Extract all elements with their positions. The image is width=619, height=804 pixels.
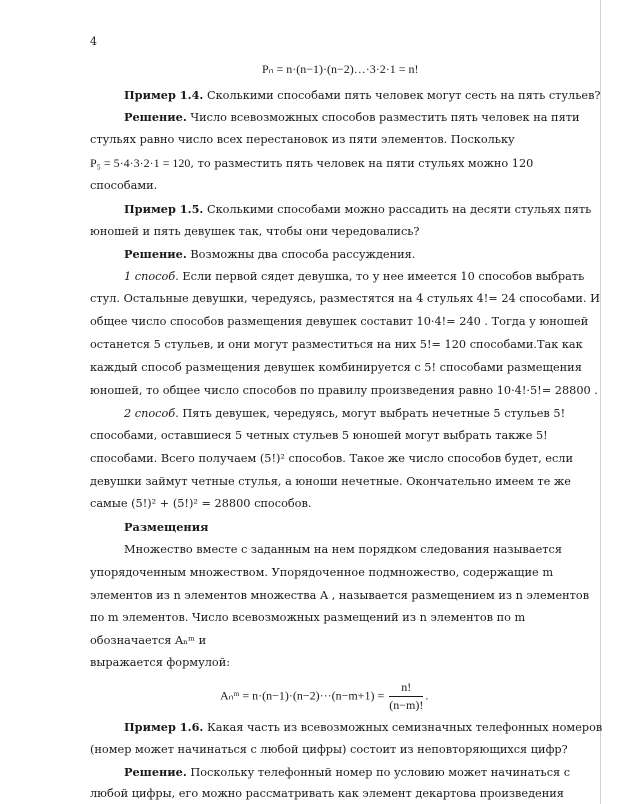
text-line: элементов из n элементов множества A , называется размещением из n элементов — [90, 589, 590, 602]
text-line: способами. Всего получаем (5!)² способов. Такое же число способов будет, если — [90, 452, 574, 465]
example-1-6-question — [124, 720, 602, 735]
text-line: останется 5 стульев, и они могут разместиться на них 5!= 120 способами.Так как — [90, 338, 583, 351]
solution-label: Решение. — [124, 110, 187, 124]
text-line: любой цифры, его можно рассматривать как элемент декартова произведения — [90, 787, 564, 800]
text-fragment: , то разместить пять человек на пяти стульях можно 120 — [190, 157, 534, 170]
example-title: Пример 1.4. — [124, 88, 204, 102]
solution-label: Решение. — [124, 247, 187, 261]
question-text: Сколькими способами можно рассадить на десяти стульях пять — [206, 203, 592, 216]
way-1-line — [124, 270, 584, 284]
solution-text: Возможны два способа рассуждения. — [190, 248, 416, 261]
solution-text: Число всевозможных способов разместить пять человек на пяти — [190, 111, 580, 124]
text-line: способами. — [90, 179, 158, 192]
text-line: способами, оставшиеся 5 четных стульев 5 юношей могут выбрать также 5! — [90, 429, 548, 442]
text-line: юношей, то общее число способов по правилу произведения равно 10·4!·5!= 28800 . — [90, 384, 598, 397]
way-label: 2 способ. — [124, 407, 179, 420]
example-title: Пример 1.6. — [124, 720, 204, 734]
example-title: Пример 1.5. — [124, 202, 204, 216]
question-text: Какая часть из всевозможных семизначных телефонных номеров — [206, 721, 603, 734]
example-1-4-solution-line — [124, 110, 580, 125]
formula-tail: . — [425, 688, 429, 703]
formula-permutations: Pₙ = n·(n−1)·(n−2)…·3·2·1 = n! — [262, 62, 419, 76]
section-heading-text: Размещения — [124, 520, 209, 534]
formula-fraction — [389, 680, 423, 713]
page-number: 4 — [90, 35, 97, 48]
inline-formula: P₅ = 5·4·3·2·1 = 120 — [90, 156, 191, 170]
text-line-with-formula — [90, 156, 533, 171]
example-1-5-solution-line — [124, 247, 415, 262]
example-1-4-question — [124, 88, 600, 103]
solution-text: Поскольку телефонный номер по условию может начинаться с — [190, 766, 571, 779]
text-line: стул. Остальные девушки, чередуясь, разместятся на 4 стульях 4!= 24 способами. И — [90, 292, 600, 305]
solution-label: Решение. — [124, 765, 187, 779]
example-1-6-solution-line — [124, 765, 570, 780]
text-line: самые (5!)² + (5!)² = 28800 способов. — [90, 497, 312, 510]
text-line: упорядоченным множеством. Упорядоченное подмножество, содержащие m — [90, 566, 554, 579]
way-2-line — [124, 407, 565, 421]
text-line: девушки займут четные стулья, а юноши нечетные. Окончательно имеем те же — [90, 475, 571, 488]
fraction-numerator: n! — [389, 680, 423, 697]
text-fragment: Пять девушек, чередуясь, могут выбрать нечетные 5 стульев 5! — [182, 407, 566, 420]
formula-lhs: Aₙᵐ = n·(n−1)·(n−2)···(n−m+1) = — [220, 688, 385, 703]
way-label: 1 способ. — [124, 270, 179, 283]
text-line: (номер может начинаться с любой цифры) состоит из неповторяющихся цифр? — [90, 743, 568, 756]
formula-arrangements — [220, 680, 428, 713]
text-line: Множество вместе с заданным на нем порядком следования называется — [124, 543, 562, 556]
text-line: юношей и пять девушек так, чтобы они чередовались? — [90, 225, 420, 238]
section-heading — [124, 520, 208, 535]
page-edge-line — [600, 0, 601, 804]
text-line: обозначается Aₙᵐ и — [90, 634, 207, 647]
text-line: каждый способ размещения девушек комбинируется с 5! способами размещения — [90, 361, 582, 374]
text-line: выражается формулой: — [90, 656, 231, 669]
text-fragment: Если первой сядет девушка, то у нее имеется 10 способов выбрать — [182, 270, 585, 283]
text-line: стульях равно число всех перестановок из пяти элементов. Поскольку — [90, 133, 515, 146]
text-line: по m элементов. Число всевозможных размещений из n элементов по m — [90, 611, 526, 624]
question-text: Сколькими способами пять человек могут сесть на пять стульев? — [206, 89, 601, 102]
example-1-5-question — [124, 202, 591, 217]
text-line: общее число способов размещения девушек составит 10·4!= 240 . Тогда у юношей — [90, 315, 589, 328]
fraction-denominator: (n−m)! — [389, 698, 424, 712]
